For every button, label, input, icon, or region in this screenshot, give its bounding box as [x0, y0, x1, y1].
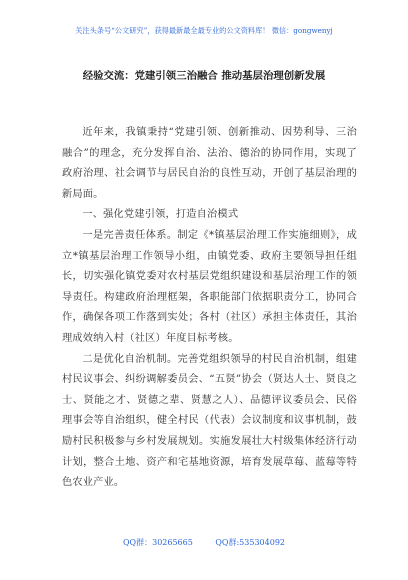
- paragraph-intro: 近年来，我镇秉持“党建引领、创新推动、因势利导、三治融合”的理念，充分发挥自治、法治、德治的协同作用，实现了政府治理、社会调节与居民自治的良性互动，开创了基层治理的新局面。: [62, 127, 357, 200]
- footer-contact: [0, 537, 408, 549]
- document-title: 经验交流：党建引领三治融合 推动基层治理创新发展: [82, 70, 326, 82]
- document-body: [62, 123, 357, 494]
- footer-qq-group-2: QQ群:535304092: [215, 538, 285, 547]
- header-banner: 关注头条号“公文研究”，获得最新最全最专业的公文资料库！ 微信：gongwenyj: [75, 26, 333, 35]
- footer-qq-group-1: QQ群：30265665: [122, 538, 193, 547]
- section-heading: 一、强化党建引领，打造自治模式: [82, 209, 239, 221]
- paragraph-responsibility: 一是完善责任体系。制定《*镇基层治理工作实施细则》，成立*镇基层治理工作领导小组，由镇党委、政府主要领导担任组长，切实强化镇党委对农村基层党组织建设和基层治理工作的领导责任。构建政府治理框架，各职能部门依据职责分工，协同合作，确保各项工作落到实处；各村（社区）承担主体责任，其治理成效纳入村（社区）年度目标考核。: [62, 229, 357, 344]
- paragraph-autonomy: 二是优化自治机制。完善党组织领导的村民自治机制，组建村民议事会、纠纷调解委员会、“五贤”协会（贤达人士、贤良之士、贤能之才、贤德之辈、贤慧之人）、品德评议委员会、民俗理事会等自治组织，健全村民（代表）会议制度和议事机制，鼓励村民积极参与乡村发展规划。实施发展壮大村级集体经济行动计划，整合土地、资产和宅基地资源，培育发展草莓、蓝莓等特色农业产业。: [62, 353, 357, 489]
